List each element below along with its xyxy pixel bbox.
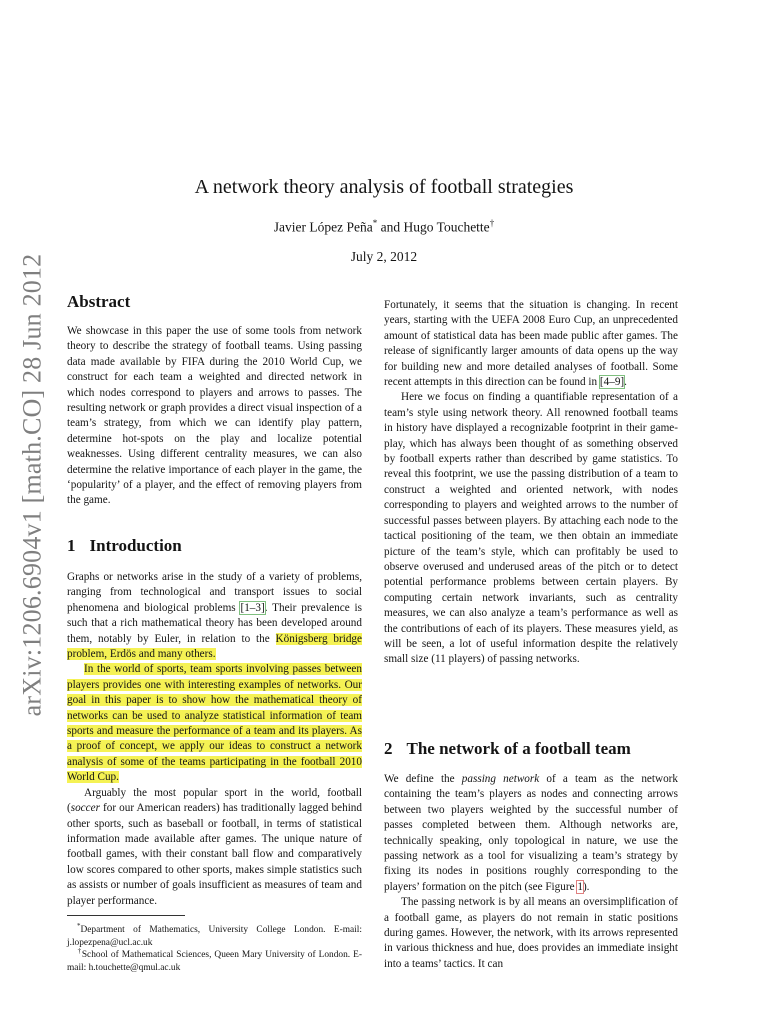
author-1-mark: * xyxy=(372,218,378,228)
intro-paragraph-1 xyxy=(67,570,362,662)
s2-p1-emphasis: passing network xyxy=(461,773,540,785)
abstract-heading: Abstract xyxy=(67,292,131,311)
paper-date: July 2, 2012 xyxy=(350,249,418,264)
author-2-mark: † xyxy=(489,218,495,228)
s2-p1-text-cont: of a team as the network containing the team’s players as nodes and connecting arrows between two players weighted by the successful number of passes completed between them. Although networks are, technically speaking, only topological in nature, we use the passing network as a tool for visualizing a team’s strategy by fixing its nodes in positions roughly corresponding to the players’ formation on the pitch (see Figure xyxy=(384,773,678,893)
arxiv-stamp xyxy=(2,253,62,717)
intro-paragraph-2 xyxy=(67,662,362,785)
intro-p1-text: Graphs or networks arise in the study of a variety of problems, ranging from technological and transport issues to social phenomena and biological problems xyxy=(67,571,362,614)
section-2-body xyxy=(384,772,678,972)
figure-reference-link[interactable]: 1 xyxy=(577,880,583,893)
abstract-body xyxy=(67,324,362,509)
citation-link[interactable]: [4–9] xyxy=(599,376,625,389)
right-column-body xyxy=(384,298,678,668)
section-2-number: 2 xyxy=(384,739,393,758)
section-1-heading xyxy=(67,536,182,556)
footnote-2-mark: † xyxy=(77,947,82,955)
author-1: Javier López Peña xyxy=(273,219,373,235)
right-p1-text: Fortunately, it seems that the situation is changing. In recent years, starting with the UEFA 2008 Euro Cup, an unprecedented amount of statistical data has been made public after games. The release of significantly larger amounts of data opens up the way for building new and more detailed analyses of football. Some recent attempts in this direction can be found in xyxy=(384,299,678,389)
section-1-number: 1 xyxy=(67,536,76,555)
intro-paragraph-3 xyxy=(67,786,362,909)
s2-p1-text-end: ). xyxy=(582,880,590,893)
right-p1-text-cont: . xyxy=(624,376,627,389)
arxiv-id: arXiv:1206.6904v1 [math.CO] 28 Jun 2012 xyxy=(17,253,47,717)
right-paragraph-2: Here we focus on finding a quantifiable representation of a team’s style using network theory. All renowned football teams in history have displayed a recognizable footprint in their game-play, which has always been thought of as something observed by football experts rather than described by game statistics. To reveal this footprint, we use the passing distribution of a team to construct a weighted and oriented network, with nodes corresponding to players and weighted arrows to the number of successful passes between players. By attaching each node to the tactical positioning of the team, we then obtain an immediate picture of the team’s style, which can profitably be used to observe overused and underused areas of the pitch or to detect potential performance problems between certain players. By computing certain network invariants, such as centrality measures, we can also analyze a team’s performance as well as the contributions of each of its players. These measures yield, as will be seen, a lot of useful information despite the relatively small size (11 players) of passing networks. xyxy=(384,391,678,666)
footnote-rule xyxy=(67,915,185,916)
intro-p3-text: Arguably the most popular sport in the world, football ( xyxy=(67,786,362,815)
section-2-title: The network of a football team xyxy=(406,739,631,758)
highlighted-text: Königsberg bridge problem, Erdös and many others. xyxy=(67,632,362,661)
right-paragraph-1 xyxy=(384,298,678,390)
section-1-title: Introduction xyxy=(89,536,182,555)
citation-link[interactable]: [1–3] xyxy=(240,601,265,614)
intro-p3-emphasis: soccer xyxy=(70,802,100,815)
introduction-body xyxy=(67,570,362,909)
intro-p3-text-cont: for our American readers) has traditionally lagged behind other sports, such as baseball or football, in terms of statistical information made available after games. The unique nature of football games, with their constant ball flow and comparatively low scores compared to other sports, makes simple statistics such as assists or number of goals insufficient as measures of team and player performance. xyxy=(67,802,362,907)
section-2-paragraph-2: The passing network is by all means an oversimplification of a football game, as players do not remain in static positions during games. However, the network, with its arrows represented in various thickness and hue, does provides an immediate insight into a teams’ tactics. It can xyxy=(384,896,678,970)
abstract-text: We showcase in this paper the use of some tools from network theory to describe the strategy of football teams. Using passing data made available by FIFA during the 2010 World Cup, we construct for each team a weighted and directed network in which nodes correspond to players and arrows to passes. The resulting network or graph provides a direct visual inspection of a team’s strategy, from which we can identify play pattern, determine hot-spots on the play and localize potential weaknesses. Using different centrality measures, we can also determine the relative importance of each player in the game, the ‘popularity’ of a player, and the effect of removing players from the game. xyxy=(67,325,362,507)
authors-line xyxy=(0,218,768,236)
footnote-1-mark: * xyxy=(77,922,81,930)
footnote-2 xyxy=(67,945,362,974)
author-2: Hugo Touchette xyxy=(403,219,490,235)
intro-p1-text-cont: . Their prevalence is such that a rich mathematical theory has been developed around them, notably by Euler, in relation to the xyxy=(67,601,362,645)
section-2-paragraph-1 xyxy=(384,772,678,895)
section-2-heading xyxy=(384,739,631,759)
authors-conjunction: and xyxy=(377,219,404,235)
s2-p1-text: We define the xyxy=(384,773,462,785)
footnote-2-text: School of Mathematical Sciences, Queen Mary University of London. E-mail: h.touchette@qmul.ac.uk xyxy=(67,950,362,973)
paper-title: A network theory analysis of football strategies xyxy=(194,176,574,198)
footnote-1-text: Department of Mathematics, University College London. E-mail: j.lopezpena@ucl.ac.uk xyxy=(67,925,362,948)
highlighted-text: In the world of sports, team sports involving passes between players provides one with interesting examples of networks. Our goal in this paper is to show how the mathematical theory of networks can be used to analyze statistical information of team sports and measure the performance of a team and its players. As a proof of concept, we apply our ideas to construct a network analysis of some of the teams participating in the football 2010 World Cup. xyxy=(67,663,362,784)
